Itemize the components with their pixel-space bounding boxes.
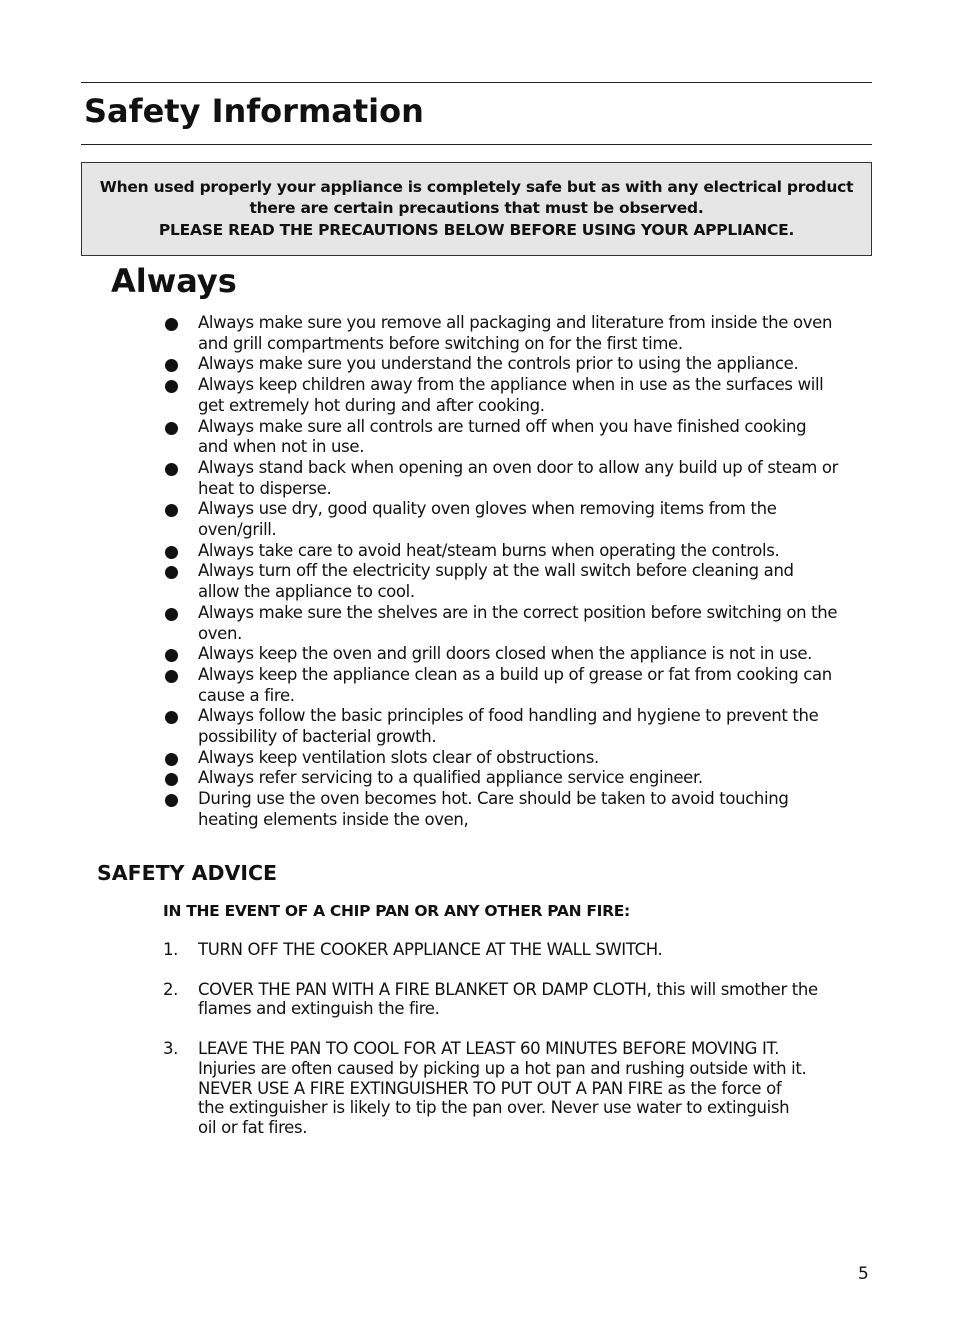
always-item-line: Always keep ventilation slots clear of obstructions. — [198, 747, 599, 767]
bullet-icon — [165, 463, 178, 476]
bullet-icon — [165, 608, 178, 621]
always-item-line: Always keep children away from the appliance when in use as the surfaces will — [198, 375, 824, 395]
bullet-icon — [165, 773, 178, 786]
always-item-line: Always make sure you remove all packaging and literature from inside the oven — [198, 313, 833, 332]
always-item-line: Always use dry, good quality oven gloves when removing items from the — [198, 499, 777, 519]
step-text-line: NEVER USE A FIRE EXTINGUISHER TO PUT OUT A PAN FIRE as the force of — [198, 1078, 782, 1098]
step-text-line: TURN OFF THE COOKER APPLIANCE AT THE WALL SWITCH. — [198, 940, 663, 959]
always-item-line: possibility of bacterial growth. — [198, 727, 437, 747]
always-list-item — [162, 313, 872, 354]
bullet-icon — [165, 504, 178, 517]
always-item-line: Always follow the basic principles of food handling and hygiene to prevent the — [198, 706, 819, 726]
safety-advice-heading: SAFETY ADVICE — [97, 861, 278, 885]
always-list-item — [162, 458, 872, 499]
always-item-line: and grill compartments before switching on for the first time. — [198, 333, 683, 353]
always-list-item — [162, 789, 872, 830]
bullet-icon — [165, 753, 178, 766]
always-list-item — [162, 748, 872, 769]
always-list — [162, 313, 872, 831]
bullet-icon — [165, 546, 178, 559]
always-list-item — [162, 561, 872, 602]
always-item-line: heating elements inside the oven, — [198, 809, 469, 829]
step-text-line: flames and extinguish the fire. — [198, 999, 440, 1019]
page-number: 5 — [858, 1264, 869, 1284]
step-text-line: Injuries are often caused by picking up a hot pan and rushing outside with it. — [198, 1058, 807, 1078]
always-item-line: Always stand back when opening an oven door to allow any build up of steam or — [198, 457, 839, 477]
always-list-item — [162, 499, 872, 540]
step-text-line: LEAVE THE PAN TO COOL FOR AT LEAST 60 MINUTES BEFORE MOVING IT. — [198, 1038, 780, 1058]
bullet-icon — [165, 794, 178, 807]
always-item-line: Always turn off the electricity supply at the wall switch before cleaning and — [198, 561, 794, 581]
always-item-line: oven. — [198, 623, 242, 643]
always-item-line: cause a fire. — [198, 685, 295, 705]
always-item-line: Always take care to avoid heat/steam burns when operating the controls. — [198, 540, 780, 560]
always-item-line: Always keep the appliance clean as a build up of grease or fat from cooking can — [198, 664, 832, 684]
always-list-item — [162, 541, 872, 562]
always-item-line: Always make sure all controls are turned off when you have finished cooking — [198, 416, 807, 436]
top-rule — [81, 82, 872, 83]
always-list-item — [162, 665, 872, 706]
bullet-icon — [165, 318, 178, 331]
bullet-icon — [165, 566, 178, 579]
pan-fire-step — [163, 940, 863, 960]
step-text-line: COVER THE PAN WITH A FIRE BLANKET OR DAMP CLOTH, this will smother the — [198, 979, 818, 999]
bullet-icon — [165, 670, 178, 683]
pan-fire-step — [163, 1039, 863, 1138]
always-list-item — [162, 375, 872, 416]
always-list-item — [162, 706, 872, 747]
bullet-icon — [165, 711, 178, 724]
always-item-line: allow the appliance to cool. — [198, 582, 415, 602]
bullet-icon — [165, 359, 178, 372]
always-item-line: heat to disperse. — [198, 478, 332, 498]
always-item-line: Always refer servicing to a qualified appliance service engineer. — [198, 768, 703, 788]
safety-notice-box — [81, 162, 872, 256]
always-list-item — [162, 417, 872, 458]
step-text-line: the extinguisher is likely to tip the pan over. Never use water to extinguish — [198, 1098, 790, 1118]
notice-line: PLEASE READ THE PRECAUTIONS BELOW BEFORE USING YOUR APPLIANCE. — [158, 220, 795, 239]
always-item-line: and when not in use. — [198, 437, 365, 457]
step-number: 2. — [163, 979, 179, 999]
bullet-icon — [165, 380, 178, 393]
always-list-item — [162, 354, 872, 375]
pan-fire-steps — [163, 940, 863, 1158]
notice-line: there are certain precautions that must be observed. — [249, 199, 704, 218]
step-number: 1. — [163, 940, 179, 959]
always-item-line: Always keep the oven and grill doors closed when the appliance is not in use. — [198, 644, 813, 664]
always-item-line: Always make sure the shelves are in the correct position before switching on the — [198, 602, 838, 622]
title-underline-rule — [81, 144, 872, 145]
always-list-item — [162, 644, 872, 665]
step-text-line: oil or fat fires. — [198, 1118, 308, 1138]
always-list-item — [162, 768, 872, 789]
always-item-line: Always make sure you understand the controls prior to using the appliance. — [198, 354, 799, 374]
bullet-icon — [165, 422, 178, 435]
always-item-line: oven/grill. — [198, 520, 277, 540]
always-heading: Always — [111, 262, 237, 300]
always-item-line: During use the oven becomes hot. Care should be taken to avoid touching — [198, 789, 789, 809]
pan-fire-heading: IN THE EVENT OF A CHIP PAN OR ANY OTHER PAN FIRE: — [163, 902, 630, 920]
page-title: Safety Information — [84, 92, 424, 130]
always-item-line: get extremely hot during and after cooking. — [198, 395, 545, 415]
pan-fire-step — [163, 980, 863, 1020]
bullet-icon — [165, 649, 178, 662]
always-list-item — [162, 603, 872, 644]
step-number: 3. — [163, 1038, 179, 1058]
notice-line: When used properly your appliance is completely safe but as with any electrical product — [99, 177, 854, 196]
